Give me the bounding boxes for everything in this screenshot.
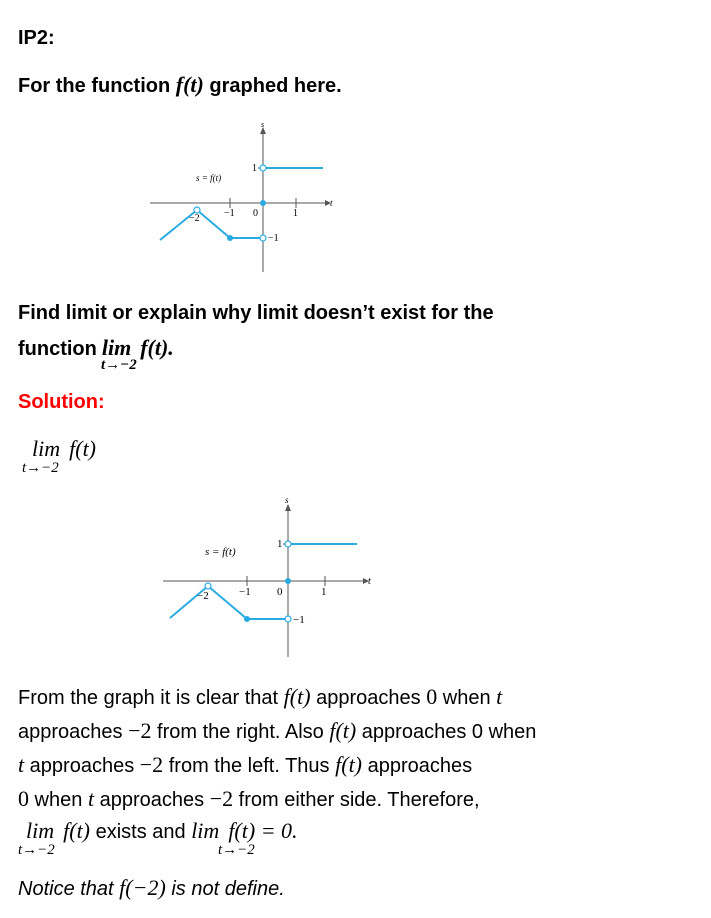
solution-heading: Solution: bbox=[18, 391, 105, 413]
question-limit-subscript: t→−2 bbox=[101, 357, 137, 373]
solution-limit: lim f(t) bbox=[32, 436, 97, 461]
tick-neg1: −1 bbox=[224, 208, 235, 219]
s-axis-arrow-icon bbox=[285, 504, 291, 511]
tick-neg1: −1 bbox=[239, 586, 251, 598]
func-label: s = f(t) bbox=[205, 546, 236, 558]
solution-limit-subscript: t→−2 bbox=[22, 460, 59, 476]
tick-neg2: −2 bbox=[197, 590, 209, 602]
explanation-line-4: 0 when t approaches −2 from either side. Therefore, bbox=[18, 786, 480, 811]
question-line-2: function lim f(t). bbox=[18, 335, 174, 360]
explanation-line-5: lim f(t) exists and lim f(t) = 0. bbox=[26, 818, 298, 843]
notice-text: Notice that f(−2) is not define. bbox=[18, 875, 285, 900]
tick-s-one: 1 bbox=[252, 163, 257, 174]
tick-neg2: −2 bbox=[189, 213, 200, 224]
explanation-limit-subscript-1: t→−2 bbox=[18, 842, 55, 858]
tick-one: 1 bbox=[293, 208, 298, 219]
s-axis-label: s bbox=[261, 120, 265, 129]
explanation-limit-subscript-2: t→−2 bbox=[218, 842, 255, 858]
func-label: s = f(t) bbox=[196, 173, 222, 183]
s-axis-label: s bbox=[285, 495, 289, 505]
tick-s-neg1: −1 bbox=[293, 614, 305, 626]
t-axis-label: t bbox=[330, 198, 333, 208]
question-line-1: Find limit or explain why limit doesn’t exist for the bbox=[18, 302, 494, 324]
open-point-neg2 bbox=[205, 583, 211, 589]
open-point-one bbox=[285, 541, 291, 547]
explanation-line-2: approaches −2 from the right. Also f(t) approaches 0 when bbox=[18, 718, 537, 743]
closed-point-zero bbox=[285, 578, 291, 584]
tick-one: 1 bbox=[321, 586, 327, 598]
tick-zero: 0 bbox=[253, 208, 258, 219]
closed-point-neg1 bbox=[244, 616, 250, 622]
t-axis-label: t bbox=[368, 576, 371, 587]
tick-s-neg1: −1 bbox=[268, 233, 279, 244]
tick-s-one: 1 bbox=[277, 538, 283, 550]
tick-zero: 0 bbox=[277, 586, 283, 598]
open-point-neg1 bbox=[285, 616, 291, 622]
curve-left bbox=[170, 586, 288, 619]
problem-label: IP2: bbox=[18, 27, 55, 49]
explanation-line-1: From the graph it is clear that f(t) approaches 0 when t bbox=[18, 684, 503, 709]
explanation-line-3: t approaches −2 from the left. Thus f(t) approaches bbox=[18, 752, 473, 777]
intro-text: For the function f(t) graphed here. bbox=[18, 72, 342, 97]
